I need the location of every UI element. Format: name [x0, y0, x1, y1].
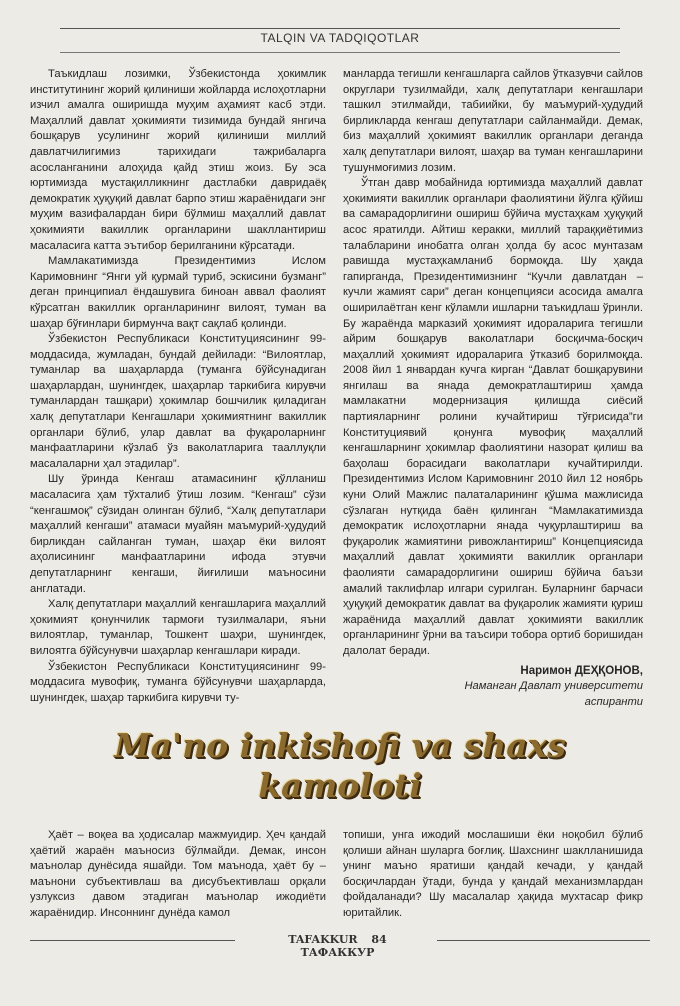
- paragraph: манларда тегишли кенгашларга сайлов ўтказувчи сайлов округлари тузилмайди, халқ депутатлари кенгашлари ташкил этилмайди, табиийки, бу маъмурий-ҳудудий бирликларда кенгаш депутатлари сайланмайди. Демак, биз маҳаллий ҳокимият вакиллик органлари деганда халқ депутатлари вилоят, шаҳар ва туман кенгашларини тушунмоғимиз лозим.: [343, 68, 643, 174]
- page-footer: [240, 933, 435, 959]
- left-column: [30, 67, 326, 706]
- paragraph: Ҳаёт – воқеа ва ҳодисалар мажмуидир. Ҳеч қандай ҳаётий жараён маъносиз бўлмайди. Демак, инсон маънолар дунёсида яшайди. Том маънода, ҳаёт бу – маънони субъективлаш ва дисубъективлаш орқали узлуксиз давом этадиган маънолар ижодиёти жараёнидир. Инсоннинг дунёда камол: [30, 829, 326, 919]
- right-column: [343, 67, 643, 710]
- header-rule-bottom: [60, 52, 620, 53]
- article-title: [0, 726, 680, 806]
- paragraph: топиши, унга ижодий мослашиши ёки ноқобил бўлиб қолиши айнан шуларга боғлиқ. Шахснинг шаклланишида унинг маъно яратиши қандай кечади, у қандай босқичлардан ўтади, бунда у қандай механизмлардан фойдаланади? Шу масалалар ҳақида мухтасар фикр юритайлик.: [343, 829, 643, 919]
- paragraph: Ўтган давр мобайнида юртимизда маҳаллий давлат ҳокимияти вакиллик органлари фаолиятини йўлга қўйиш ва самарадорлигини ошириш бўйича мустаҳкам ҳуқуқий асос яратилди. Айтиш керакки, миллий тараққиётимиз талабларини инобатга олган ҳолда бу асос мунтазам равишда мустаҳкамланиб бормоқда. Шу ҳақда гапирганда, Президентимизнинг “Кучли давлатдан – кучли жамият сари” деган концепцияси асосида амалга оширилаётган кенг кўламли ишларни таъкидлаш ўринли. Бу жараёнда марказий ҳокимият идораларига тегишли айрим бошқарув ваколатлари босқичма-босқич маҳаллий ҳокимият идораларига ўтказиб борилмоқда. 2008 йил 1 январдан кучга кирган “Давлат бошқарувини янгилаш ва янада демократлаштириш ҳамда мамлакатни модернизация қилишда сиёсий партияларнинг ролини кучайтириш тўғрисида”ги Конституциявий қонунга мувофиқ маҳаллий кенгашларнинг ҳокимлар фаолиятини назорат қилиш ва баҳолаш борасидаги ваколатлари кучайтирилди. Президентимиз Ислом Каримовнинг 2010 йил 12 ноябрь куни Олий Мажлис палаталарининг қўшма мажлисида сўзлаган нутқида баён қилинган “Мамлакатимизда демократик ислоҳотларни янада чуқурлаштириш ва фуқаролик жамиятини ривожлантириш” Концепциясида маҳаллий давлат ҳокимияти вакиллик органлари фаолияти самарадорлигини ошириш бўйича баъзи амалий таклифлар илгари сурилган. Буларнинг барчаси ҳуқуқий демократик давлат ва фуқаролик жамияти қуриш жараёнида маҳаллий давлат ҳокимияти вакиллик органларининг ўрни ва таъсири тобора ортиб боришидан далолат беради.: [343, 177, 643, 657]
- intro-left-column: [30, 828, 326, 922]
- paragraph: Таъкидлаш лозимки, Ўзбекистонда ҳокимлик институтининг жорий қилиниши жойларда ислоҳотларни изчил амалга оширишда муҳим аҳамият касб этди. Маҳаллий давлат ҳокимияти тизимида бундай янгича бошқарув усулининг жорий қилиниши миллий давлатчилигимиз тарихидаги тажрибаларга асосланганини алоҳида қайд этиш жоиз. Бу эса юртимизда мустақилликнинг дастлабки давридаёқ демократик ҳуқуқий давлат барпо этиш жараёнидаги энг муҳим вазифалардан бири бўлмиш маҳаллий давлат ҳокимияти вакиллик органларини шакллантириш масаласига катта эътибор берилганини кўрсатади.: [30, 68, 326, 252]
- article-title-line2: kamoloti: [258, 766, 422, 805]
- author-position: аспиранти: [584, 695, 643, 708]
- footer-title-latin: TAFAKKUR: [288, 933, 358, 946]
- intro-right-column: [343, 828, 643, 922]
- footer-title-cyrillic: ТАФАККУР: [300, 946, 375, 959]
- page-number: 84: [371, 933, 387, 946]
- author-signature: [343, 664, 643, 711]
- paragraph: Шу ўринда Кенгаш атамасининг қўлланиш масаласига ҳам тўхталиб ўтиш лозим. “Кенгаш” сўзи “кенгашмоқ” сўзидан олинган бўлиб, “Халқ депутатлари маҳаллий кенгаши” атамаси муайян маъмурий-ҳудудий бирликдан сайланган туман, шаҳар ёки вилоят аҳолисининг манфаатларини ифода этувчи депутатларнинг кенгаши, йиғилиши маъносини англатади.: [30, 473, 326, 595]
- footer-rule-left: [30, 940, 235, 941]
- paragraph: Халқ депутатлари маҳаллий кенгашларига маҳаллий ҳокимият қонунчилик тармоғи тузилмалари, яъни вилоятлар, туманлар, Тошкент шаҳри, шунингдек, вилоятга бўйсунувчи шаҳарлар кенгашлари киради.: [30, 598, 326, 657]
- paragraph: Ўзбекистон Республикаси Конституциясининг 99-моддасида, жумладан, бундай дейилади: “Вилоятлар, туманлар ва шаҳарларда (туманга бўйсунадиган шаҳарлардан, шунингдек, шаҳарлар таркибига кирувчи туманлардан ташқари) ҳокимлар бошчилик қиладиган халқ депутатлари Кенгашлари ҳокимиятнинг вакиллик органлари бўлиб, улар давлат ва фуқароларнинг манфаатларини кўзлаб ўз ваколатларига тааллуқли масалаларни ҳал этадилар”.: [30, 333, 326, 470]
- paragraph: Мамлакатимизда Президентимиз Ислом Каримовнинг “Янги уй қурмай туриб, эскисини бузманг” деган принципиал ёндашувига биноан аввал фаолият кўрсатган вакиллик органларининг вилоят, туман ва шаҳар бўғинлари бирмунча вақт сақлаб қолинди.: [30, 255, 326, 330]
- author-name: Наримон ДЕҲҚОНОВ,: [520, 664, 643, 677]
- paragraph: Ўзбекистон Республикаси Конституциясининг 99-моддасига мувофиқ, туманга бўйсунувчи шаҳарларда, шунингдек, шаҳар таркибига кирувчи ту-: [30, 660, 326, 704]
- header-rule-top: [60, 28, 620, 29]
- running-head: TALQIN VA TADQIQOTLAR: [260, 31, 420, 45]
- author-affiliation: Наманган Давлат университети: [464, 680, 643, 693]
- article-title-line1: Ma'no inkishofi va shaxs: [114, 726, 566, 765]
- footer-rule-right: [437, 940, 650, 941]
